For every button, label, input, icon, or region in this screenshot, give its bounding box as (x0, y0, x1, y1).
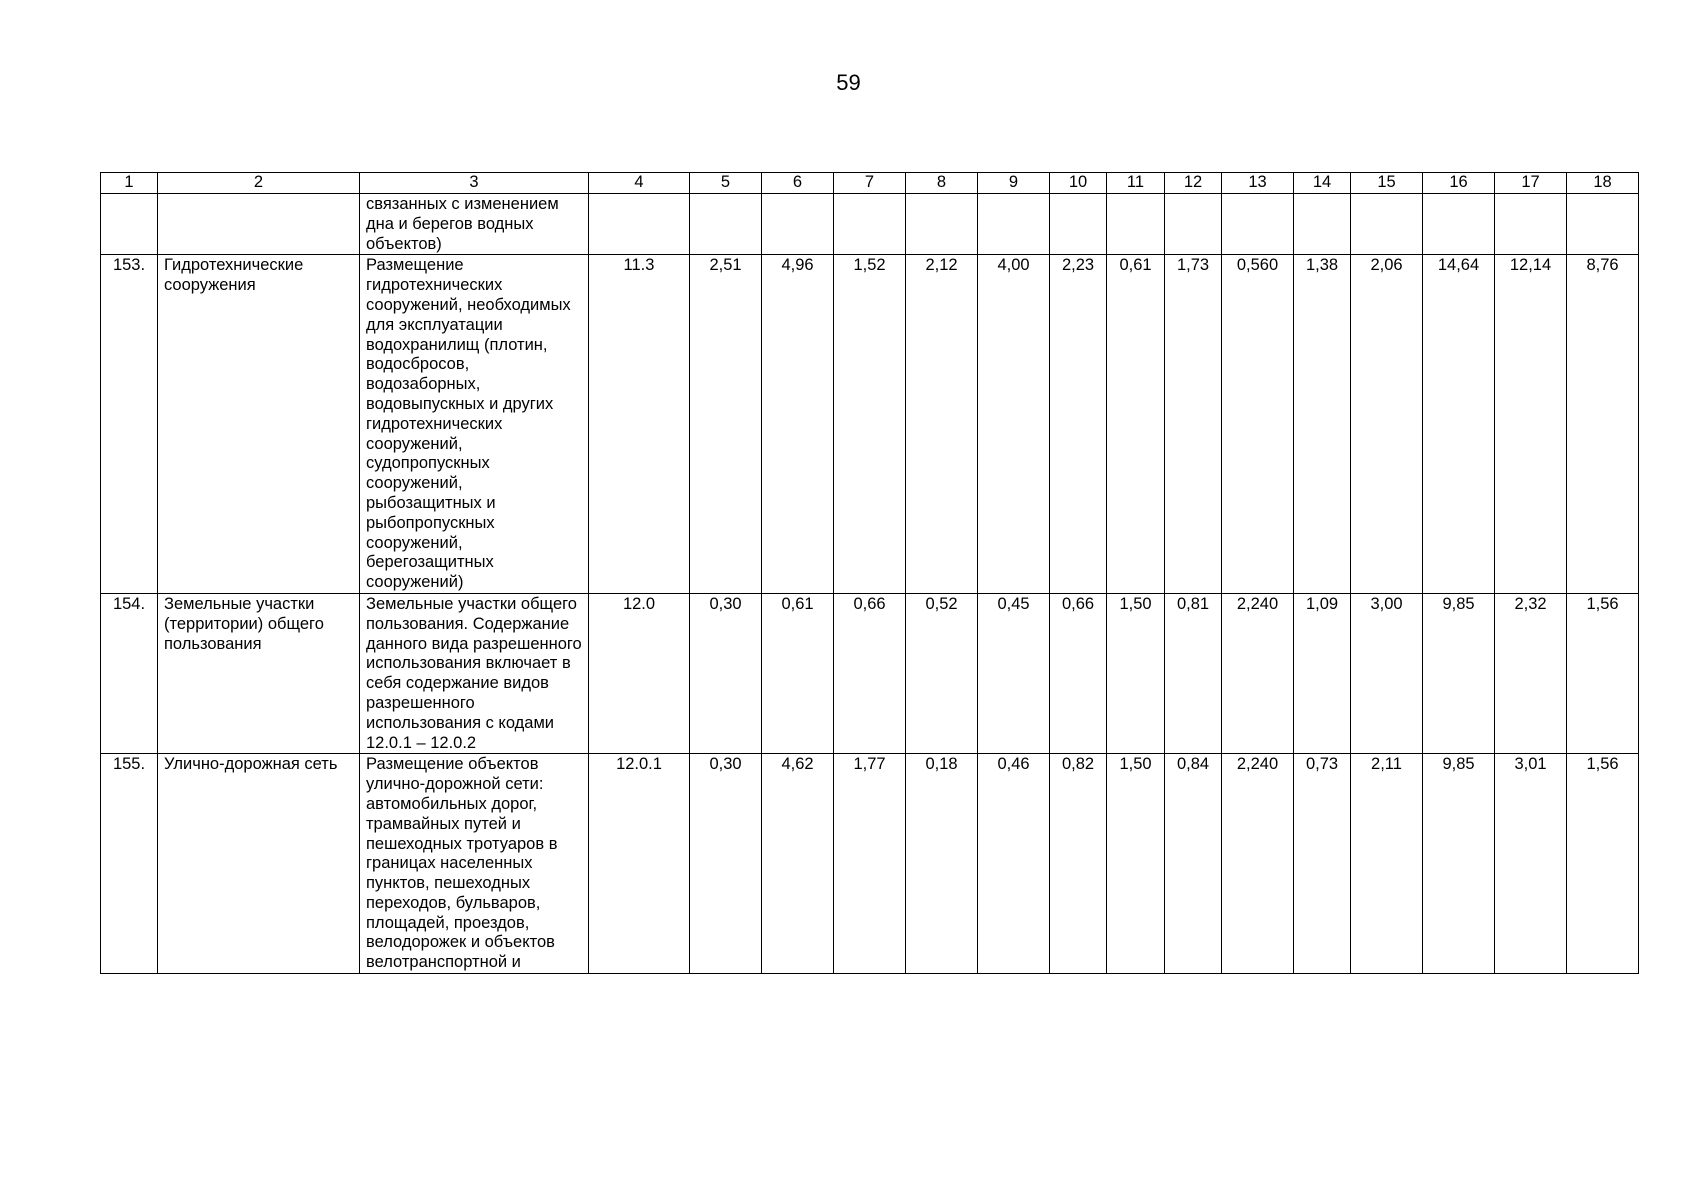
land-use-code: 11.3 (589, 255, 690, 594)
column-header: 15 (1351, 173, 1423, 194)
land-use-name: Земельные участки (территории) общего пользования (158, 593, 360, 753)
table-cell: 2,240 (1222, 754, 1294, 974)
column-header: 14 (1294, 173, 1351, 194)
table-row (101, 593, 1639, 753)
table-cell: 0,30 (690, 593, 762, 753)
column-header: 1 (101, 173, 158, 194)
table-cell (1050, 194, 1107, 255)
table-cell (1165, 194, 1222, 255)
table-cell (1423, 194, 1495, 255)
table-cell: 0,61 (762, 593, 834, 753)
table-cell: 3,01 (1495, 754, 1567, 974)
table-cell: 12,14 (1495, 255, 1567, 594)
column-header: 9 (978, 173, 1050, 194)
table-cell: 1,09 (1294, 593, 1351, 753)
table-cell: 2,12 (906, 255, 978, 594)
table-cell: 0,66 (834, 593, 906, 753)
table-cell: 8,76 (1567, 255, 1639, 594)
table-cell: 0,52 (906, 593, 978, 753)
table-cell: 9,85 (1423, 593, 1495, 753)
table-cell: 14,64 (1423, 255, 1495, 594)
land-use-description: связанных с изменением дна и берегов водных объектов) (360, 194, 589, 255)
table-cell (1107, 194, 1165, 255)
table-cell: 1,73 (1165, 255, 1222, 594)
column-header: 13 (1222, 173, 1294, 194)
table-cell: 0,73 (1294, 754, 1351, 974)
column-header: 10 (1050, 173, 1107, 194)
column-header: 11 (1107, 173, 1165, 194)
table-cell: 0,30 (690, 754, 762, 974)
column-header: 4 (589, 173, 690, 194)
column-header: 17 (1495, 173, 1567, 194)
table-cell (906, 194, 978, 255)
table-cell: 0,61 (1107, 255, 1165, 594)
table-cell (762, 194, 834, 255)
land-use-name: Гидротехнические сооружения (158, 255, 360, 594)
column-header: 2 (158, 173, 360, 194)
table-cell (1222, 194, 1294, 255)
column-header: 6 (762, 173, 834, 194)
row-number: 155. (101, 754, 158, 974)
table-cell (1351, 194, 1423, 255)
table-cell: 1,52 (834, 255, 906, 594)
table-cell: 1,50 (1107, 593, 1165, 753)
land-use-name: Улично-дорожная сеть (158, 754, 360, 974)
table-cell (690, 194, 762, 255)
table-cell: 1,56 (1567, 754, 1639, 974)
table-cell: 0,560 (1222, 255, 1294, 594)
table-cell: 0,66 (1050, 593, 1107, 753)
table-cell (978, 194, 1050, 255)
row-number: 153. (101, 255, 158, 594)
table-cell: 0,84 (1165, 754, 1222, 974)
column-number-row (101, 173, 1639, 194)
table-cell: 2,11 (1351, 754, 1423, 974)
table-row (101, 255, 1639, 594)
table-cell: 1,56 (1567, 593, 1639, 753)
table-cell: 2,32 (1495, 593, 1567, 753)
table-cell: 2,51 (690, 255, 762, 594)
table-cell: 0,81 (1165, 593, 1222, 753)
column-header: 8 (906, 173, 978, 194)
land-use-description: Размещение гидротехнических сооружений, необходимых для эксплуатации водохранилищ (плотин, водосбросов, водозаборных, водовыпускных и других гидротехнических сооружений, судопропускных сооружений, рыбозащитных и рыбопропускных сооружений, берегозащитных сооружений) (360, 255, 589, 594)
table-cell: 1,50 (1107, 754, 1165, 974)
table-cell: 2,240 (1222, 593, 1294, 753)
column-header: 3 (360, 173, 589, 194)
column-header: 7 (834, 173, 906, 194)
table-cell (1567, 194, 1639, 255)
table-row (101, 754, 1639, 974)
table-cell (1294, 194, 1351, 255)
table-cell: 1,38 (1294, 255, 1351, 594)
table-cell: 2,06 (1351, 255, 1423, 594)
land-use-code: 12.0.1 (589, 754, 690, 974)
column-header: 16 (1423, 173, 1495, 194)
row-number: 154. (101, 593, 158, 753)
table-cell: 4,96 (762, 255, 834, 594)
land-use-code (589, 194, 690, 255)
table-cell (834, 194, 906, 255)
page-number: 59 (836, 70, 861, 95)
table-cell: 9,85 (1423, 754, 1495, 974)
table-cell: 0,45 (978, 593, 1050, 753)
land-use-description: Размещение объектов улично-дорожной сети: автомобильных дорог, трамвайных путей и пешеходных тротуаров в границах населенных пунктов, пешеходных переходов, бульваров, площадей, проездов, велодорожек и объектов велотранспортной и (360, 754, 589, 974)
table-cell: 4,00 (978, 255, 1050, 594)
table-row (101, 194, 1639, 255)
table-cell: 2,23 (1050, 255, 1107, 594)
table-cell: 4,62 (762, 754, 834, 974)
row-number (101, 194, 158, 255)
land-use-description: Земельные участки общего пользования. Содержание данного вида разрешенного использования включает в себя содержание видов разрешенного использования с кодами 12.0.1 – 12.0.2 (360, 593, 589, 753)
land-use-table (100, 172, 1639, 974)
land-use-name (158, 194, 360, 255)
column-header: 18 (1567, 173, 1639, 194)
table-cell: 0,18 (906, 754, 978, 974)
column-header: 5 (690, 173, 762, 194)
column-header: 12 (1165, 173, 1222, 194)
table-cell: 1,77 (834, 754, 906, 974)
table-cell: 0,82 (1050, 754, 1107, 974)
table-cell: 3,00 (1351, 593, 1423, 753)
table-cell (1495, 194, 1567, 255)
land-use-code: 12.0 (589, 593, 690, 753)
table-cell: 0,46 (978, 754, 1050, 974)
